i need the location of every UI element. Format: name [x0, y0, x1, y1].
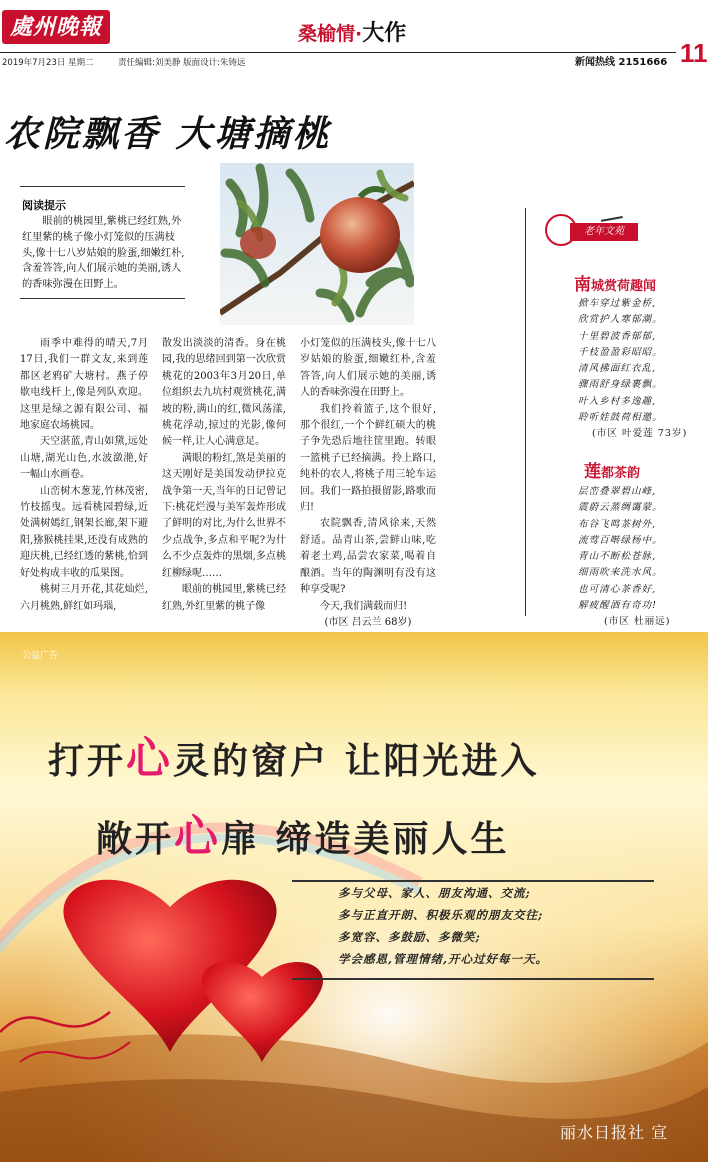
pen-icon [599, 206, 623, 222]
paragraph: 今天,我们满载而归! [320, 600, 408, 612]
newspaper-logo: 處州晚報 [2, 10, 110, 44]
poem-line: 流莺百啭绿杨中。 [578, 534, 663, 546]
news-hotline: 新闻热线 2151666 [575, 57, 668, 68]
heart-character: 心 [174, 811, 222, 862]
tip-line: 学会感恩,管理情绪,开心过好每一天。 [338, 952, 549, 966]
poem-1-body [578, 296, 687, 443]
paragraph: 桃树三月开花,其花灿烂,六月桃熟,鲜红如玛瑙, [20, 584, 148, 612]
issue-date: 2019年7月23日 星期二 [2, 58, 94, 68]
poem-1-title-rest: 城赏荷趣闻 [591, 279, 657, 294]
section-title-black: 大作 [362, 20, 407, 46]
poem-2-title [584, 457, 640, 482]
ad-slogan-text: 扉 缔造美丽人生 [221, 819, 510, 860]
paragraph: 散发出淡淡的清香。身在桃园,我的思绪回到第一次欣赏桃花的2003年3月20日,单位组织去九坑村观赏桃花,满坡的粉,满山的红,微风荡漾,桃花浮动,掠过的光影,像何候一样,让人心满意足。 [162, 338, 286, 448]
poem-line: 清风拂面红衣乱, [578, 363, 657, 375]
paragraph: 满眼的粉红,煞是美丽的这天刚好是美国发动伊拉克战争第一天,当年的日记曾记下:桃花烂漫与美军轰炸形成了鲜明的对比,为什么世界不少点战争,多点和平呢?为什么不少点轰炸的黑烟,多点桃红柳绿呢…… [162, 452, 286, 579]
ad-tips [338, 882, 548, 970]
poem-1-author: (市区 叶爱莲 73岁) [592, 428, 688, 440]
article-column-2 [162, 336, 286, 615]
poem-line: 叶入乡村多逸趣, [578, 395, 657, 407]
poem-line: 解疲醒酒有奇功! [578, 600, 658, 612]
guide-text: 眼前的桃园里,紫桃已经红熟,外红里紫的桃子像小灯笼似的压满枝头,像十七八岁姑娘的脸蛋,细嫩红朴,含羞答答,向人们展示她的美丽,诱人的香味弥漫在田野上。 [22, 216, 185, 291]
poem-2-title-rest: 都茶韵 [601, 466, 641, 481]
paragraph: 小灯笼似的压满枝头,像十七八岁姑娘的脸蛋,细嫩红朴,含羞答答,向人们展示她的美丽,诱人的香味弥漫在田野上。 [300, 338, 436, 399]
page-number: 11 [680, 38, 708, 68]
poem-1-title-initial: 南 [574, 275, 591, 295]
poem-line: 震蔚云蒸绸霭蒙。 [578, 502, 663, 514]
tip-line: 多与正直开朗、积极乐观的朋友交往; [338, 908, 544, 922]
column-badge: 老年文苑 [570, 223, 638, 241]
poem-2-title-initial: 莲 [584, 462, 601, 482]
ad-slogan-text: 打开 [48, 741, 127, 782]
poem-line: 细雨吹来洗水风。 [578, 567, 663, 579]
heart-character: 心 [126, 733, 174, 784]
poem-line: 聆听娃鼓荷相邀。 [578, 412, 663, 424]
ad-credit: 丽水日报社 宣 [560, 1123, 669, 1142]
article-headline: 农院飘香 大塘摘桃 [4, 113, 332, 155]
ad-slogan-text: 敞开 [96, 819, 175, 860]
sidebar-divider [525, 208, 526, 616]
poem-line: 布谷飞鸣茶树外, [578, 518, 657, 530]
poem-line: 掀车穿过紫金桥, [578, 298, 657, 309]
peach-photo [220, 163, 414, 325]
tips-bottom-rule [292, 978, 654, 980]
ad-slogan-line-1 [48, 722, 540, 786]
poem-2-author: (市区 杜丽远) [604, 616, 671, 628]
article-column-3 [300, 336, 436, 631]
ad-slogan-text: 灵的窗户 让阳光进入 [173, 741, 540, 782]
editor-credits: 责任编辑:刘美静 版面设计:朱铸远 [118, 58, 246, 68]
ad-label: 公益广告 [22, 651, 59, 661]
paragraph: 眼前的桃园里,紫桃已经红熟,外红里紫的桃子像 [162, 584, 286, 612]
guide-title: 阅读提示 [22, 199, 66, 212]
tip-line: 多宽容、多鼓励、多微笑; [338, 930, 481, 944]
poem-line: 千枝盈盈彩昭昭。 [578, 346, 663, 358]
section-title [298, 16, 406, 47]
poem-line: 青山不断松苍脉, [578, 551, 657, 563]
poem-line: 骤雨舒身绿裹飘。 [578, 379, 663, 391]
article-signature: (市区 吕云兰 68岁) [324, 616, 412, 628]
poem-2-body [578, 484, 671, 631]
poem-line: 十里碧波香郁郁, [578, 330, 657, 342]
poem-1-title [574, 270, 656, 295]
paragraph: 农院飘香,清风徐来,天然舒适。品青山茶,尝鲜山味,吃着老土鸡,品尝农家菜,喝着自酿酒。当年的陶渊明有没有这种享受呢? [300, 518, 436, 596]
tip-line: 多与父母、家人、朋友沟通、交流; [338, 886, 531, 900]
poem-line: 层峦叠翠碧山峰, [578, 486, 657, 497]
poem-line: 欣赏护人寒郁潮。 [578, 314, 663, 326]
guide-top-rule [20, 186, 185, 187]
paragraph: 我们拎着篮子,这个很好,那个很红,一个个鲜红硕大的桃子争先恐后地往筐里跑。转眼一篮桃子已经摘满。拎上路口,纯朴的农人,将桃子用三轮车运回。我们一路拍摄留影,路歌而归! [300, 403, 436, 514]
section-title-red: 桑榆情· [298, 23, 363, 45]
article-column-1 [20, 336, 148, 615]
poem-line: 也可清心茶香好, [578, 583, 657, 595]
paragraph: 山峦树木葱茏,竹林茂密,竹枝摇曳。远看桃园碧绿,近处满树嫣红,钢架长廊,架下避阳,猕猴桃挂果,还没有成熟的迎庆桃,已经红透的紫桃,恰到好处构成丰收的瓜果图。 [20, 485, 148, 579]
paragraph: 雨季中难得的晴天,7月17日,我们一群文友,来到莲都区老鸦矿大塘村。燕子停歇电线杆上,像是列队欢迎。这里是绿之源有限公司、福地家庭农场桃园。 [20, 338, 148, 432]
ad-slogan-line-2 [96, 800, 510, 864]
paragraph: 天空湛蓝,青山如黛,远处山塘,湖光山色,水波潋滟,好一幅山水画卷。 [20, 436, 148, 481]
guide-bottom-rule [20, 298, 185, 299]
